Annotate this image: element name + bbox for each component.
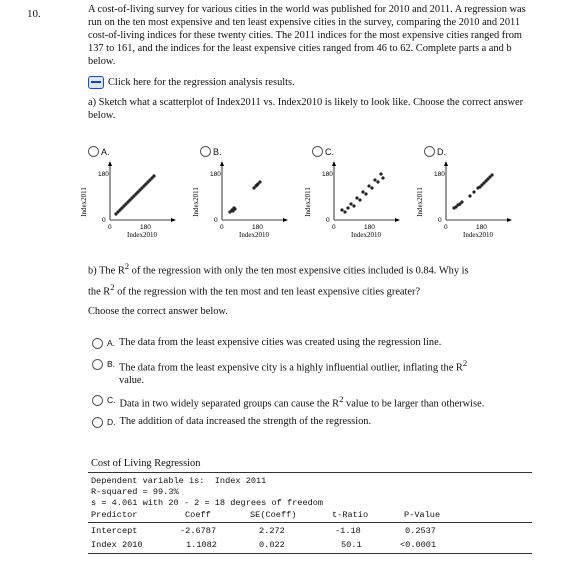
x-axis-label: Index2010 (351, 231, 381, 239)
part-b-line2-pre: the R (88, 286, 111, 298)
radio-icon[interactable] (312, 146, 323, 157)
x-tick-right: 180 (476, 224, 487, 231)
part-a-text: a) Sketch what a scatterplot of Index2011 vs. Index2010 is likely to look like. Choose the correct answer below. (88, 97, 524, 121)
choose-instruction: Choose the correct answer below. (88, 306, 228, 317)
option-c-label: C. (107, 395, 116, 405)
header-t-ratio: t-Ratio (332, 510, 369, 520)
regression-title: Cost of Living Regression (91, 458, 201, 469)
cell-t-ratio: 50.1 (341, 540, 362, 550)
option-a-label: A. (107, 338, 116, 348)
option-c[interactable] (92, 393, 484, 410)
scatterplot-b (190, 160, 300, 240)
y-axis-label: Index2011 (80, 187, 88, 217)
cell-coeff: 1.1082 (186, 540, 217, 550)
option-b-text-pre: The data from the least expensive city is a highly influential outlier, inflating the R (119, 362, 463, 374)
option-c-text-post: value to be larger than otherwise. (343, 398, 485, 410)
cell-predictor: Index 2010 (91, 540, 143, 550)
radio-icon[interactable] (424, 146, 435, 157)
y-tick-bottom: 0 (102, 217, 106, 224)
cell-predictor: Intercept (91, 526, 138, 536)
scatterplot-a (78, 160, 188, 240)
choice-b[interactable] (192, 146, 310, 246)
scatterplot-choices (80, 146, 558, 246)
x-tick-right: 180 (364, 224, 375, 231)
x-tick-left: 0 (108, 224, 112, 231)
question-number: 10. (27, 8, 41, 20)
option-c-text (120, 393, 485, 410)
x-tick-left: 0 (444, 224, 448, 231)
choice-a-radio-row[interactable] (88, 146, 198, 157)
cell-se: 0.022 (259, 540, 285, 550)
y-tick-bottom: 0 (438, 217, 442, 224)
x-tick-left: 0 (332, 224, 336, 231)
superscript: 2 (110, 282, 115, 293)
cell-t-ratio: -1.18 (335, 526, 361, 536)
table-row (0, 526, 586, 538)
x-axis-label: Index2010 (239, 231, 269, 239)
divider (88, 553, 532, 554)
cell-p-value: <0.0001 (400, 540, 437, 550)
header-predictor: Predictor (91, 510, 138, 520)
divider (88, 472, 532, 473)
option-b-text (119, 357, 467, 387)
question-prompt: A cost-of-living survey for various cities in the world was published for 2010 and 2011. A regression was run on the ten most expensive and ten least expensive cities in the survey, comparing the 2010 and 2011 cost-of-living indices for these twenty cities. The 2011 indices for the most expensive cities ranged from 137 to 161, and the indices for the least expensive cities ranged from 46 to 62. Complete parts a and b below. (88, 4, 526, 67)
radio-icon[interactable] (200, 146, 211, 157)
x-tick-left: 0 (220, 224, 224, 231)
x-axis-label: Index2010 (127, 231, 157, 239)
header-se: SE(Coeff) (250, 510, 297, 520)
dots (114, 174, 155, 215)
std-error-line: s = 4.061 with 20 - 2 = 18 degrees of freedom (91, 498, 324, 508)
superscript: 2 (339, 394, 344, 404)
choice-d-radio-row[interactable] (424, 146, 534, 157)
option-b[interactable] (92, 357, 532, 387)
x-tick-right: 180 (140, 224, 151, 231)
part-b-line2-post: of the regression with the ten most and ten least expensive cities greater? (114, 286, 421, 298)
cell-p-value: 0.2537 (405, 526, 436, 536)
choice-c-label: C. (325, 146, 334, 157)
y-axis-label: Index2011 (416, 187, 424, 217)
part-b-text (88, 258, 533, 301)
y-tick-top: 180 (210, 171, 221, 178)
part-b-line1-pre: b) The R (88, 265, 125, 277)
radio-icon[interactable] (92, 359, 103, 370)
header-coeff: Coeff (185, 510, 211, 520)
cell-se: 2.272 (259, 526, 285, 536)
radio-icon[interactable] (92, 338, 103, 349)
scatterplot-c (302, 160, 412, 240)
y-tick-top: 180 (322, 171, 333, 178)
choice-c-radio-row[interactable] (312, 146, 422, 157)
option-b-label: B. (107, 359, 116, 369)
choice-a-label: A. (101, 146, 110, 157)
option-a-text: The data from the least expensive cities was created using the regression line. (119, 337, 442, 348)
radio-icon[interactable] (88, 146, 99, 157)
choice-d-label: D. (437, 146, 446, 157)
option-a[interactable] (92, 336, 441, 350)
header-p-value: P-Value (404, 510, 441, 520)
option-d-label: D. (107, 417, 116, 427)
y-axis-label: Index2011 (192, 187, 200, 217)
y-tick-top: 180 (434, 171, 445, 178)
y-tick-top: 180 (98, 171, 109, 178)
option-b-text-post: value. (119, 375, 145, 387)
y-tick-bottom: 0 (214, 217, 218, 224)
choice-b-label: B. (213, 146, 222, 157)
data-window-icon (88, 76, 104, 89)
r-squared: R-squared = 99.3% (91, 487, 179, 497)
divider (88, 522, 532, 523)
x-tick-right: 180 (252, 224, 263, 231)
table-header (0, 510, 586, 522)
radio-icon[interactable] (92, 395, 103, 406)
choice-c[interactable] (304, 146, 422, 246)
superscript: 2 (462, 358, 468, 368)
table-row (0, 540, 586, 552)
scatterplot-d (414, 160, 524, 240)
radio-icon[interactable] (92, 417, 103, 428)
part-b-line1-post: of the regression with only the ten most expensive cities included is 0.84. Why is (129, 265, 469, 277)
superscript: 2 (124, 261, 130, 271)
x-axis-label: Index2010 (463, 231, 493, 239)
choice-b-radio-row[interactable] (200, 146, 310, 157)
regression-link-text: Click here for the regression analysis results. (108, 77, 295, 88)
cell-coeff: -2.6787 (180, 526, 217, 536)
y-axis-label: Index2011 (304, 187, 312, 217)
option-c-text-pre: Data in two widely separated groups can cause the R (119, 398, 340, 410)
dots (228, 180, 261, 213)
choice-a[interactable] (80, 146, 198, 246)
dots (452, 173, 493, 209)
choice-d[interactable] (416, 146, 534, 246)
dependent-variable: Dependent variable is: Index 2011 (91, 476, 267, 486)
option-d[interactable] (92, 415, 371, 429)
regression-results-link[interactable] (88, 76, 295, 89)
y-tick-bottom: 0 (326, 217, 330, 224)
dots (340, 172, 384, 213)
option-d-text: The addition of data increased the strength of the regression. (119, 416, 372, 427)
